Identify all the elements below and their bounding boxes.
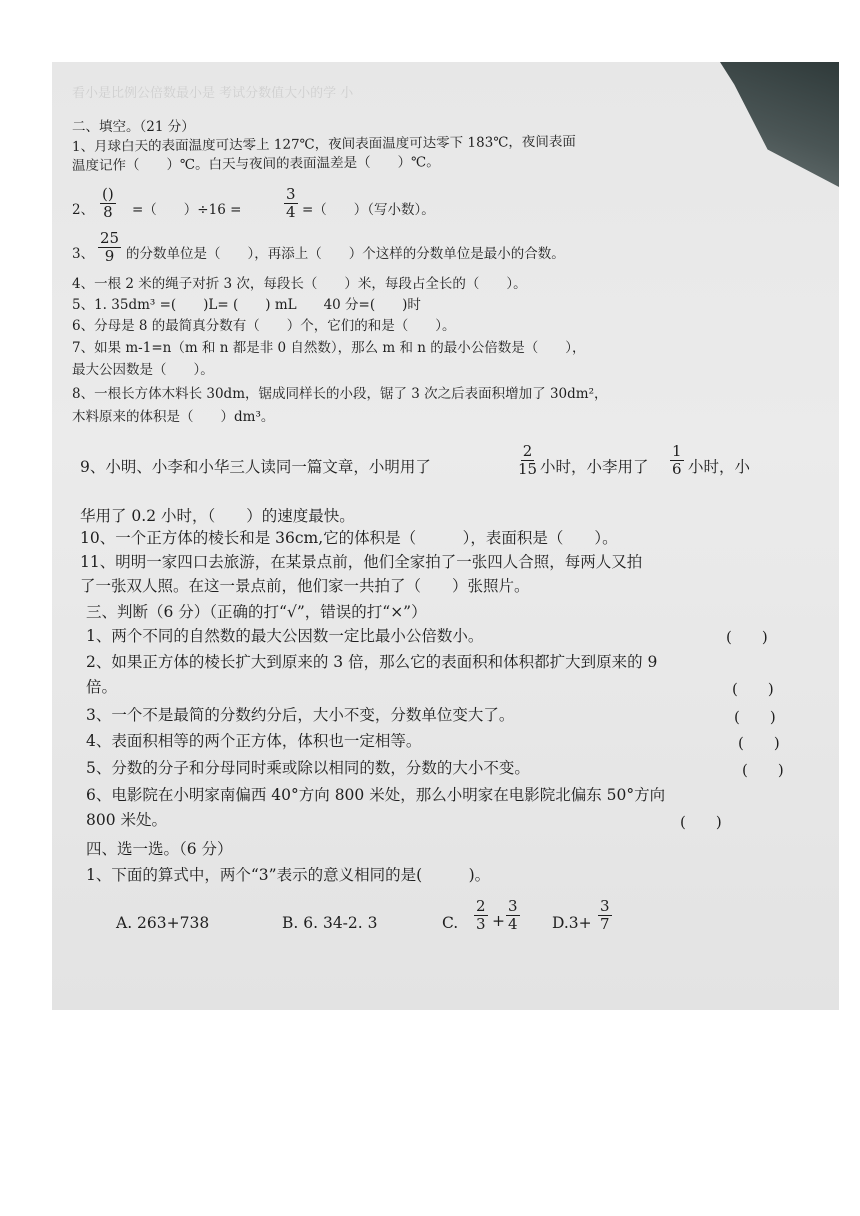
fraction-numerator: 3 [286,185,296,203]
answer-paren-q3-6[interactable]: ( ) [680,813,722,831]
q2-3-prefix: 3、 [72,246,95,262]
q2-3-fraction [98,230,121,265]
q2-4: 4、一根 2 米的绳子对折 3 次，每段长（ ）米，每段占全长的（ ）。 [72,276,527,292]
fraction-numerator: 3 [600,897,610,915]
q2-2-fraction-1 [100,186,116,221]
answer-paren-q3-5[interactable]: ( ) [742,761,784,779]
q3-2-line-a: 2、如果正方体的棱长扩大到原来的 3 倍，那么它的表面积和体积都扩大到原来的 9 [86,653,658,671]
option-c-fraction-2 [506,898,520,933]
q3-3: 3、一个不是最简的分数约分后，大小不变，分数单位变大了。 [86,706,515,724]
fraction-numerator: 1 [672,442,682,460]
section-4-title: 四、选一选。（6 分） [86,840,233,858]
q2-3-tail: 的分数单位是（ ），再添上（ ）个这样的分数单位是最小的合数。 [126,246,565,262]
q2-8-line-a: 8、一根长方体木料长 30dm，锯成同样长的小段，锯了 3 次之后表面积增加了 30dm²， [72,386,608,402]
q3-2-line-b: 倍。 [86,678,118,696]
q2-7-line-a: 7、如果 m-1=n（m 和 n 都是非 0 自然数），那么 m 和 n 的最小公倍数是（ ）， [72,340,586,356]
q2-2-fraction-2 [284,186,298,221]
q2-2-tail: =（ ）（写小数）。 [302,202,435,218]
q2-6: 6、分母是 8 的最简真分数有（ ）个，它们的和是（ ）。 [72,318,456,334]
section-2-title: 二、填空。（21 分） [72,119,195,135]
answer-paren-q3-1[interactable]: ( ) [726,628,768,646]
q3-6-line-a: 6、电影院在小明家南偏西 40°方向 800 米处，那么小明家在电影院北偏东 50°方向 [86,786,666,804]
option-d-label[interactable]: D.3+ [552,914,592,932]
q2-9-line-a-part-2: 小时，小李用了 [540,458,649,476]
q2-9-line-a-part-3: 小时，小 [688,458,751,476]
faded-header-text: 看小是比例公倍数最小是 考试分数值大小的学 小 [72,86,354,101]
fraction-denominator: 4 [508,915,518,933]
fraction-numerator: 2 [476,897,486,915]
q2-11-line-b: 了一张双人照。在这一景点前，他们家一共拍了（ ）张照片。 [80,577,530,595]
q2-2-middle: =（ ）÷16 = [132,202,242,218]
fraction-numerator: () [102,185,114,203]
fraction-numerator: 25 [100,229,120,247]
q3-4: 4、表面积相等的两个正方体，体积也一定相等。 [86,732,422,750]
fraction-denominator: 3 [476,915,486,933]
option-b[interactable]: B. 6. 34-2. 3 [282,914,378,932]
q4-1: 1、下面的算式中，两个“3”表示的意义相同的是( )。 [86,866,491,884]
q2-8-line-b: 木料原来的体积是（ ）dm³。 [72,409,275,425]
answer-paren-q3-4[interactable]: ( ) [738,734,780,752]
option-c-plus: + [492,912,505,930]
q2-9-line-b: 华用了 0.2 小时，（ ）的速度最快。 [80,507,355,525]
q2-9-line-a-part-1: 9、小明、小李和小华三人读同一篇文章，小明用了 [80,458,431,476]
q2-1-line-b: 温度记作（ ）℃。白天与夜间的表面温差是（ ）℃。 [71,154,440,174]
q2-1-line-a: 1、月球白天的表面温度可达零上 127℃，夜间表面温度可达零下 183℃，夜间表面 [71,133,576,155]
q2-9-fraction-2 [670,443,684,478]
q2-2-prefix: 2、 [72,202,95,218]
q3-6-line-b: 800 米处。 [86,811,168,829]
fraction-denominator: 4 [286,203,296,221]
option-c-fraction-1 [474,898,488,933]
fraction-denominator: 9 [104,247,115,265]
answer-paren-q3-3[interactable]: ( ) [734,708,776,726]
q2-5: 5、1. 35dm³ =( )L= ( ) mL 40 分=( )时 [72,297,421,313]
fraction-denominator: 8 [103,203,113,221]
section-3-title: 三、判断（6 分）（正确的打“√”，错误的打“×”） [86,603,427,621]
fraction-denominator: 6 [672,460,682,478]
fraction-numerator: 3 [508,897,518,915]
q2-11-line-a: 11、明明一家四口去旅游，在某景点前，他们全家拍了一张四人合照，每两人又拍 [80,553,643,571]
option-a[interactable]: A. 263+738 [116,914,210,932]
option-c-label[interactable]: C. [442,914,459,932]
fraction-denominator: 7 [600,915,610,933]
q2-10: 10、一个正方体的棱长和是 36cm,它的体积是（ ），表面积是（ ）。 [80,529,618,547]
q2-7-line-b: 最大公因数是（ ）。 [72,362,214,378]
fraction-numerator: 2 [522,442,533,460]
q3-5: 5、分数的分子和分母同时乘或除以相同的数，分数的大小不变。 [86,759,530,777]
fraction-denominator: 15 [518,460,538,478]
q3-1: 1、两个不同的自然数的最大公因数一定比最小公倍数小。 [86,627,484,645]
answer-paren-q3-2[interactable]: ( ) [732,680,774,698]
background-table-edge [720,62,839,187]
q2-9-fraction-1 [516,443,539,478]
option-d-fraction [598,898,612,933]
